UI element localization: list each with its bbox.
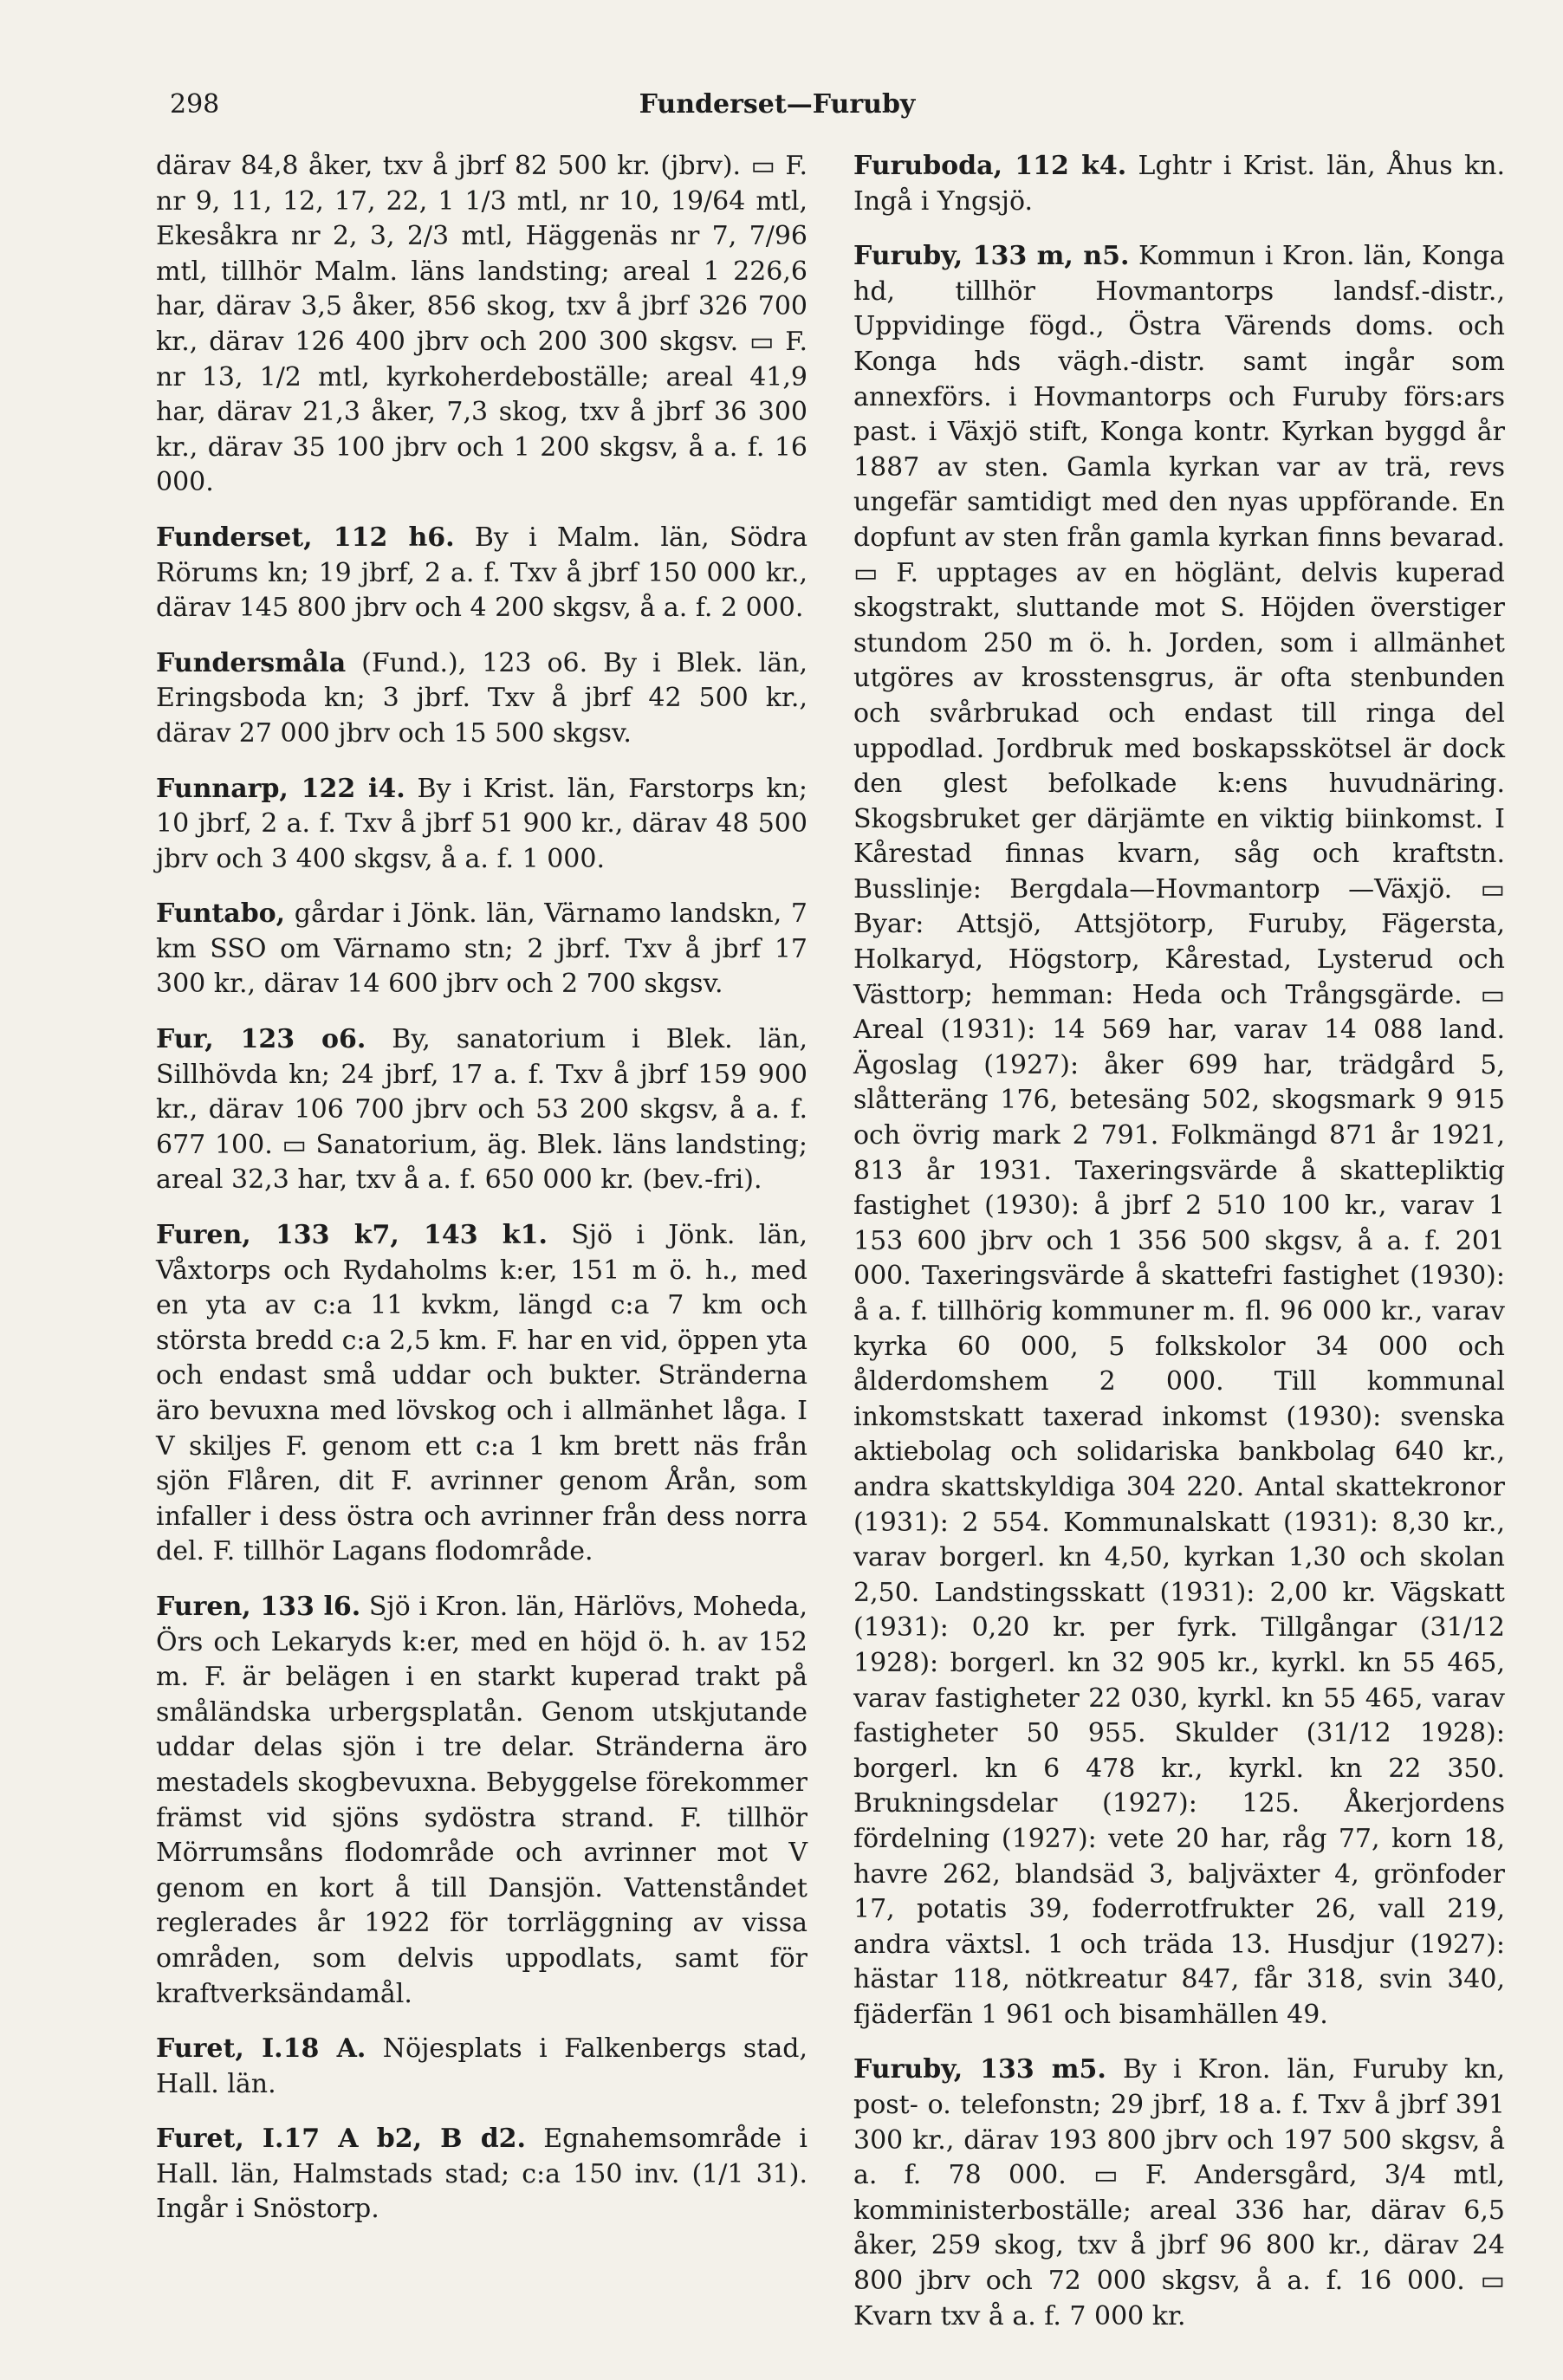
entry-continuation: därav 84,8 åker, txv å jbrf 82 500 kr. (jbrv). ▭ F. nr 9, 11, 12, 17, 22, 1 1/3 mtl, nr 10, 19/64 mtl, Ekesåkra nr 2, 3, 2/3 mtl, Häggenäs nr 7, 7/96 mtl, tillhör Malm. läns landsting; areal 1 226,6 har, därav 3,5 åker, 856 skog, txv å jbrf 326 700 kr., därav 126 400 jbrv och 200 300 skgsv. ▭ F. nr 13, 1/2 mtl, kyrkoherdeboställe; areal 41,9 har, därav 21,3 åker, 7,3 skog, txv å jbrf 36 300 kr., därav 35 100 jbrv och 1 200 skgsv, å a. f. 16 000. <box>156 151 807 498</box>
entry-text: (Fund.), 123 o6. By i Blek. län, Eringsboda kn; 3 jbrf. Txv å jbrf 42 500 kr., därav 27 000 jbrv och 15 500 skgsv. <box>156 647 807 749</box>
entry-furen-kron <box>156 1590 807 2012</box>
entry-furet-halmstad <box>156 2122 807 2228</box>
entry-text: Nöjesplats i Falkenbergs stad, Hall. län. <box>156 2033 807 2099</box>
entry-text: Sjö i Kron. län, Härlövs, Moheda, Örs och Lekaryds k:er, med en höjd ö. h. av 152 m. F. är belägen i en starkt kuperad trakt på småländska urbergsplatån. Genom utskjutande uddar delas sjön i tre delar. Stränderna äro mestadels skogbevuxna. Bebyggelse förekommer främst vid sjöns sydöstra strand. F. tillhör Mörrumsåns flodområde och avrinner mot V genom en kort å till Dansjön. Vattenståndet reglerades år 1922 för torrläggning av vissa områden, som delvis uppodlats, samt för kraftverksändamål. <box>156 1591 807 2009</box>
entry-furuby-by <box>853 2053 1505 2334</box>
headword: Furuby, 133 m5. <box>853 2054 1106 2085</box>
right-column <box>853 149 1505 2354</box>
entry-text: Egnahemsområde i Hall. län, Halmstads stad; c:a 150 inv. (1/1 31). Ingår i Snöstorp. <box>156 2124 808 2225</box>
entry-furet-falkenberg <box>156 2032 807 2102</box>
entry-text: Lghtr i Krist. län, Åhus kn. Ingå i Yngsjö. <box>853 151 1505 217</box>
headword: Funtabo, <box>156 898 286 930</box>
entry-funderset <box>156 521 807 626</box>
entry-text: gårdar i Jönk. län, Värnamo landskn, 7 km SSO om Värnamo stn; 2 jbrf. Txv å jbrf 17 300 kr., därav 14 600 jbrv och 2 700 skgsv. <box>156 898 807 1000</box>
entry-funtabo <box>156 897 807 1002</box>
entry-fur <box>156 1022 807 1198</box>
entry-text: By i Malm. län, Södra Rörums kn; 19 jbrf, 2 a. f. Txv å jbrf 150 000 kr., därav 145 800 jbrv och 4 200 skgsv, å a. f. 2 000. <box>156 522 807 624</box>
page-header <box>156 89 1398 133</box>
headword: Fur, 123 o6. <box>156 1024 366 1055</box>
entry-text: Kommun i Kron. län, Konga hd, tillhör Hovmantorps landsf.-distr., Uppvidinge fögd., Östra Värends doms. och Konga hds vägh.-distr. samt ingår som annexförs. i Hovmantorps och Furuby förs:ars past. i Växjö stift, Konga kontr. Kyrkan byggd år 1887 av sten. Gamla kyrkan var av trä, revs ungefär samtidigt med den nyas uppförande. En dopfunt av sten från gamla kyrkan finns bevarad. ▭ F. upptages av en höglänt, delvis kuperad skogstrakt, sluttande mot S. Höjden överstiger stundom 250 m ö. h. Jorden, som i allmänhet utgöres av krosstensgrus, är ofta stenbunden och svårbrukad och endast till ringa del uppodlad. Jordbruk med boskapsskötsel är dock den glest befolkade k:ens huvudnäring. Skogsbruket ger därjämte en viktig biinkomst. I Kårestad finnas kvarn, såg och kraftstn. Busslinje: Bergdala—Hovmantorp —Växjö. ▭ Byar: Attsjö, Attsjötorp, Furuby, Fägersta, Holkaryd, Högstorp, Kårestad, Lysterud och Västtorp; hemman: Heda och Trångsgärde. ▭ Areal (1931): 14 569 har, varav 14 088 land. Ägoslag (1927): åker 699 har, trädgård 5, slåtteräng 176, betesäng 502, skogsmark 9 915 och övrig mark 2 791. Folkmängd 871 år 1921, 813 år 1931. Taxeringsvärde å skattepliktig fastighet (1930): å jbrf 2 510 100 kr., varav 1 153 600 jbrv och 1 356 500 skgsv, å a. f. 201 000. Taxeringsvärde å skattefri fastighet (1930): å a. f. tillhörig kommuner m. fl. 96 000 kr., varav kyrka 60 000, 5 folkskolor 34 000 och ålderdomshem 2 000. Till kommunal inkomstskatt taxerad inkomst (1930): svenska aktiebolag och solidariska bankbolag 640 kr., andra skattskyldiga 304 220. Antal skattekronor (1931): 2 554. Kommunalskatt (1931): 8,30 kr., varav borgerl. kn 4,50, kyrkan 1,30 och skolan 2,50. Landstingsskatt (1931): 2,00 kr. Vägskatt (1931): 0,20 kr. per fyrk. Tillgångar (31/12 1928): borgerl. kn 32 905 kr., kyrkl. kn 55 465, varav fastigheter 22 030, kyrkl. kn 55 465, varav fastigheter 50 955. Skulder (31/12 1928): borgerl. kn 6 478 kr., kyrkl. kn 22 350. Brukningsdelar (1927): 125. Åkerjordens fördelning (1927): vete 20 har, råg 77, korn 18, havre 262, blandsäd 3, baljväxter 4, grönfoder 17, potatis 39, foderrotfrukter 26, vall 219, andra växtsl. 1 och träda 13. Husdjur (1927): hästar 118, nötkreatur 847, får 318, svin 340, fjäderfän 1 961 och bisamhällen 49. <box>853 241 1505 2030</box>
running-head: Funderset—Furuby <box>639 89 916 120</box>
headword: Funderset, 112 h6. <box>156 522 455 553</box>
entry-furuby-kommun <box>853 239 1505 2033</box>
headword: Fundersmåla <box>156 647 347 678</box>
left-column <box>156 149 807 2247</box>
headword: Furuboda, 112 k4. <box>853 151 1127 181</box>
entry-fundersmala <box>156 646 807 752</box>
headword: Furet, I.18 A. <box>156 2033 366 2065</box>
entry-funnarp <box>156 772 807 878</box>
headword: Funnarp, 122 i4. <box>156 773 405 804</box>
entry-text: Sjö i Jönk. län, Våxtorps och Rydaholms k:er, 151 m ö. h., med en yta av c:a 11 kvkm, längd c:a 7 km och största bredd c:a 2,5 km. F. har en vid, öppen yta och endast små uddar och bukter. Stränderna äro bevuxna med lövskog och i allmänhet låga. I V skiljes F. genom ett c:a 1 km brett näs från sjön Flåren, dit F. avrinner genom Årån, som infaller i dess östra och avrinner från dess norra del. F. tillhör Lagans flodområde. <box>156 1220 807 1567</box>
headword: Furuby, 133 m, n5. <box>853 241 1130 272</box>
headword: Furen, 133 l6. <box>156 1591 361 1622</box>
headword: Furet, I.17 A b2, B d2. <box>156 2124 526 2155</box>
entry-text: By i Krist. län, Farstorps kn; 10 jbrf, 2 a. f. Txv å jbrf 51 900 kr., därav 48 500 jbrv och 3 400 skgsv, å a. f. 1 000. <box>156 773 807 874</box>
entry-text: By, sanatorium i Blek. län, Sillhövda kn; 24 jbrf, 17 a. f. Txv å jbrf 159 900 kr., därav 106 700 jbrv och 53 200 skgsv, å a. f. 677 100. ▭ Sanatorium, äg. Blek. läns landsting; areal 32,3 har, txv å a. f. 650 000 kr. (bev.-fri). <box>156 1024 807 1196</box>
entry-furuboda <box>853 149 1505 219</box>
entry-text: By i Kron. län, Furuby kn, post- o. telefonstn; 29 jbrf, 18 a. f. Txv å jbrf 391 300 kr., därav 193 800 jbrv och 197 500 skgsv, å a. f. 78 000. ▭ F. Andersgård, 3/4 mtl, komministerboställe; areal 336 har, därav 6,5 åker, 259 skog, txv å jbrf 96 800 kr., därav 24 800 jbrv och 72 000 skgsv, å a. f. 16 000. ▭ Kvarn txv å a. f. 7 000 kr. <box>853 2054 1505 2331</box>
headword: Furen, 133 k7, 143 k1. <box>156 1220 548 1251</box>
entry-furen-jonk <box>156 1218 807 1570</box>
page-number: 298 <box>170 89 220 120</box>
